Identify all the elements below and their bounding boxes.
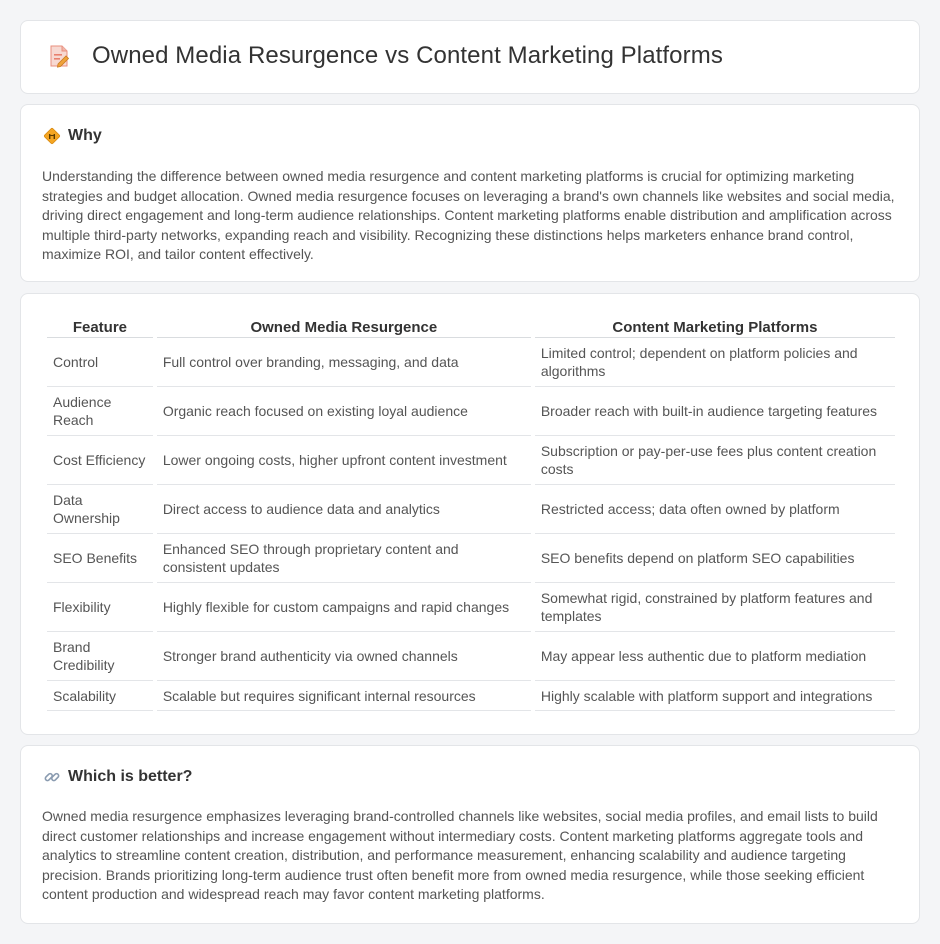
header-card — [20, 20, 920, 94]
content-platforms-cell: Subscription or pay-per-use fees plus content creation costs — [535, 436, 895, 485]
column-header-feature: Feature — [47, 317, 153, 338]
feature-cell: Cost Efficiency — [47, 436, 153, 485]
content-platforms-cell: May appear less authentic due to platform mediation — [535, 632, 895, 681]
comparison-section — [20, 293, 920, 735]
owned-media-cell: Scalable but requires significant internal resources — [157, 681, 531, 711]
feature-cell: Brand Credibility — [47, 632, 153, 681]
link-icon — [43, 768, 61, 786]
table-row — [47, 534, 895, 583]
table-header-row — [47, 317, 895, 338]
feature-cell: Audience Reach — [47, 387, 153, 436]
feature-cell: SEO Benefits — [47, 534, 153, 583]
table-row — [47, 632, 895, 681]
table-row — [47, 338, 895, 387]
page-header — [45, 42, 723, 70]
feature-cell: Data Ownership — [47, 485, 153, 534]
which-is-better-section — [20, 745, 920, 924]
owned-media-cell: Full control over branding, messaging, and data — [157, 338, 531, 387]
feature-cell: Flexibility — [47, 583, 153, 632]
content-platforms-cell: Highly scalable with platform support and integrations — [535, 681, 895, 711]
table-row — [47, 485, 895, 534]
owned-media-cell: Enhanced SEO through proprietary content and consistent updates — [157, 534, 531, 583]
why-section — [20, 104, 920, 282]
why-title: Why — [68, 127, 102, 144]
document-edit-icon — [45, 42, 73, 70]
why-text: Understanding the difference between owned media resurgence and content marketing platforms is crucial for optimizing marketing strategies and budget allocation. Owned media resurgence focuses on leveraging a brand's own channels like websites and social media, driving direct engagement and long-term audience relationships. Content marketing platforms enable distribution and amplification across multiple third-party networks, expanding reach and visibility. Recognizing these distinctions helps marketers enhance brand control, maximize ROI, and tailor content effectively. — [42, 168, 895, 263]
owned-media-cell: Stronger brand authenticity via owned channels — [157, 632, 531, 681]
better-text: Owned media resurgence emphasizes leveraging brand-controlled channels like websites, social media profiles, and email lists to build direct customer relationships and increase engagement without intermediary costs. Content marketing platforms aggregate tools and analytics to streamline content creation, distribution, and performance measurement, enhancing scalability and audience targeting precision. Brands prioritizing long-term audience trust often benefit more from owned media resurgence, while those seeking efficient content production and widespread reach may favor content marketing platforms. — [42, 808, 878, 903]
table-row — [47, 583, 895, 632]
traffic-sign-icon — [43, 127, 61, 145]
table-row — [47, 681, 895, 711]
feature-cell: Control — [47, 338, 153, 387]
better-title: Which is better? — [68, 768, 193, 785]
why-heading — [43, 127, 102, 145]
content-platforms-cell: Limited control; dependent on platform policies and algorithms — [535, 338, 895, 387]
owned-media-cell: Lower ongoing costs, higher upfront content investment — [157, 436, 531, 485]
column-header-owned-media: Owned Media Resurgence — [157, 317, 531, 338]
content-platforms-cell: Somewhat rigid, constrained by platform features and templates — [535, 583, 895, 632]
comparison-table — [43, 317, 899, 711]
page-title: Owned Media Resurgence vs Content Marketing Platforms — [92, 42, 723, 69]
table-row — [47, 436, 895, 485]
owned-media-cell: Organic reach focused on existing loyal audience — [157, 387, 531, 436]
content-platforms-cell: Broader reach with built-in audience targeting features — [535, 387, 895, 436]
feature-cell: Scalability — [47, 681, 153, 711]
better-heading — [43, 768, 192, 786]
owned-media-cell: Highly flexible for custom campaigns and rapid changes — [157, 583, 531, 632]
content-platforms-cell: SEO benefits depend on platform SEO capabilities — [535, 534, 895, 583]
content-platforms-cell: Restricted access; data often owned by platform — [535, 485, 895, 534]
owned-media-cell: Direct access to audience data and analytics — [157, 485, 531, 534]
table-row — [47, 387, 895, 436]
column-header-content-platforms: Content Marketing Platforms — [535, 317, 895, 338]
